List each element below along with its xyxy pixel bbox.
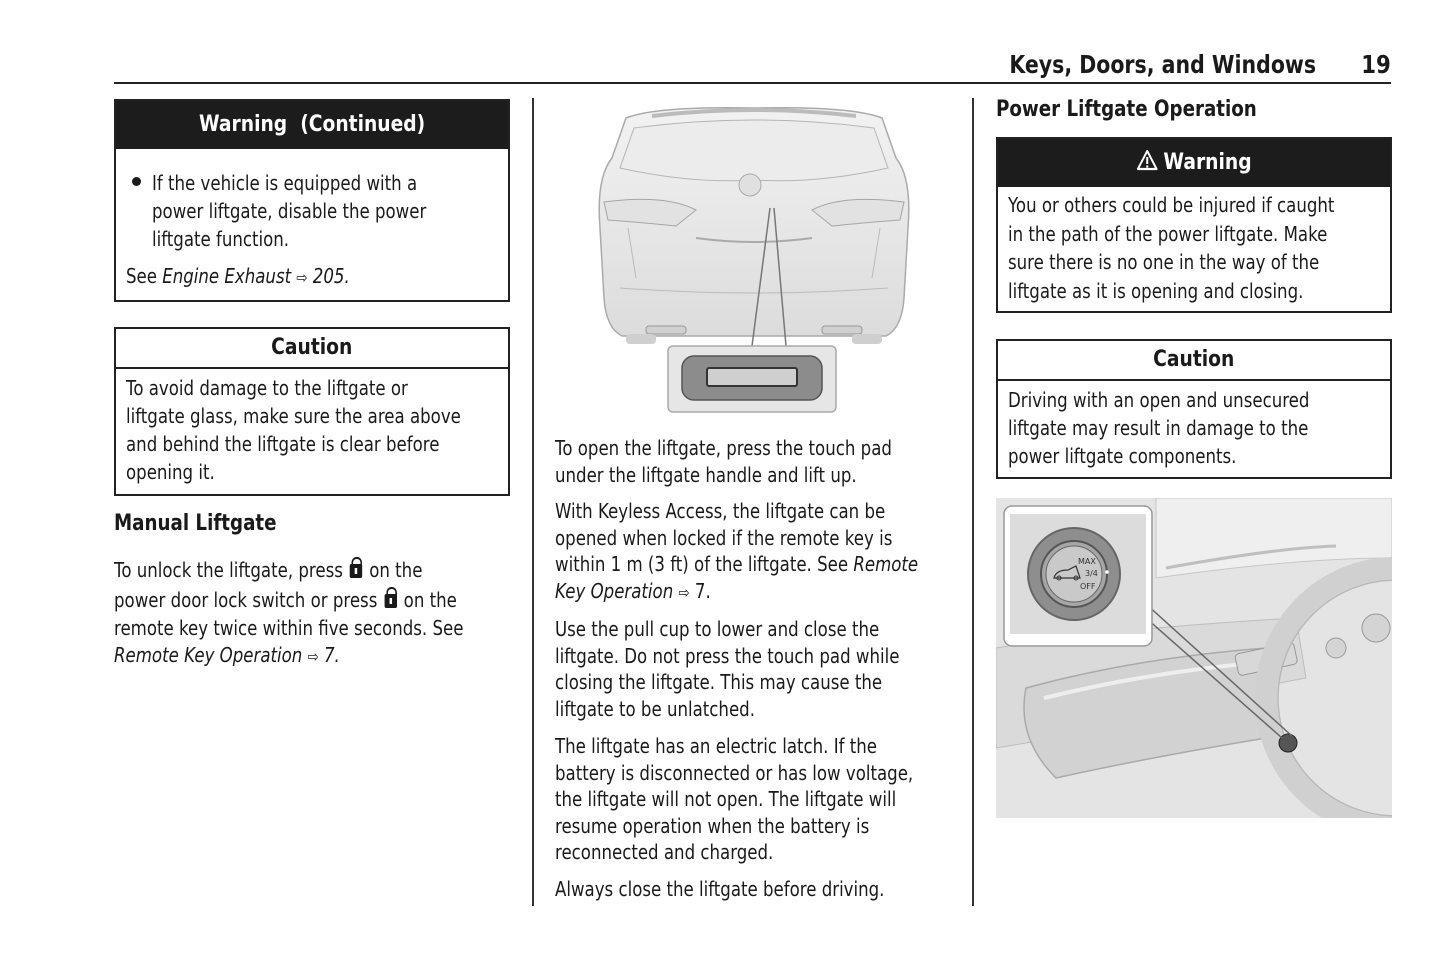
bullet-line: If the vehicle is equipped with a <box>152 171 418 195</box>
unlock-icon <box>350 564 362 578</box>
warning-line: sure there is no one in the way of the <box>1008 250 1320 274</box>
engine-exhaust-link[interactable]: Engine Exhaust <box>162 264 292 288</box>
text-line: Always close the liftgate before driving. <box>555 877 885 901</box>
knob-label-three-quarter: 3/4 <box>1085 569 1098 578</box>
knob-label-off: OFF <box>1080 582 1096 591</box>
warning-triangle-icon <box>1136 149 1158 171</box>
text: To unlock the liftgate, press <box>114 558 343 582</box>
caution-line: opening it. <box>126 460 215 484</box>
rear-liftgate-figure <box>556 98 952 416</box>
text-line: liftgate. Do not press the touch pad while <box>555 643 900 668</box>
warning-continued-title: Warning (Continued) <box>198 112 426 137</box>
text-line: the liftgate will not open. The liftgate will <box>555 787 897 811</box>
warning-line: You or others could be injured if caught <box>1008 193 1335 217</box>
text-line: battery is disconnected or has low voltage, <box>555 760 914 785</box>
text-line: With Keyless Access, the liftgate can be <box>555 499 886 523</box>
knob-label-max: MAX <box>1078 557 1096 566</box>
col2-paragraph-5 <box>555 876 952 903</box>
manual-liftgate-paragraph <box>114 555 535 670</box>
text-line: opened when locked if the remote key is <box>555 525 893 550</box>
caution-line: To avoid damage to the liftgate or <box>126 376 408 400</box>
unlock-icon <box>384 594 396 608</box>
page-ref-arrow-icon: ⇨ <box>678 582 690 602</box>
caution-line: liftgate glass, make sure the area above <box>126 404 461 428</box>
text: power door lock switch or press <box>114 588 378 612</box>
text: within 1 m (3 ft) of the liftgate. See <box>555 552 854 576</box>
caution-title: Caution <box>1153 347 1235 372</box>
text-line: resume operation when the battery is <box>555 813 870 838</box>
section-title: Keys, Doors, and Windows <box>1009 50 1316 79</box>
text-line: closing the liftgate. This may cause the <box>555 670 883 694</box>
see-prefix: See <box>126 264 163 288</box>
remote-key-page[interactable]: 7. <box>694 578 711 603</box>
caution-header <box>998 341 1390 381</box>
text-line: The liftgate has an electric latch. If the <box>555 734 878 758</box>
page-header <box>114 48 1391 84</box>
remote-key-operation-link[interactable]: Remote Key Operation <box>114 642 303 667</box>
warning-bullet <box>126 169 498 253</box>
caution-line: liftgate may result in damage to the <box>1008 416 1309 440</box>
warning-continued-box <box>114 99 510 302</box>
rear-vehicle-illustration <box>556 98 952 416</box>
text-line: Use the pull cup to lower and close the <box>555 617 880 641</box>
warning-line: liftgate as it is opening and closing. <box>1008 278 1304 303</box>
bullet-line: liftgate function. <box>152 227 290 251</box>
remote-key-page[interactable]: 7. <box>323 642 340 667</box>
page-ref-arrow-icon: ⇨ <box>307 646 319 666</box>
warning-title: Warning <box>1163 150 1252 175</box>
bullet-dot <box>132 177 141 186</box>
caution-line: Driving with an open and unsecured <box>1008 388 1310 412</box>
caution-box-2 <box>996 339 1392 479</box>
col2-paragraph-1 <box>555 435 961 488</box>
text-line: under the liftgate handle and lift up. <box>555 462 857 487</box>
col2-paragraph-4 <box>555 733 987 866</box>
text: on the <box>369 558 423 582</box>
page-ref-arrow-icon: ⇨ <box>296 268 308 287</box>
warning-box <box>996 137 1392 313</box>
warning-continued-header <box>116 101 508 149</box>
page-number: 19 <box>1361 50 1391 79</box>
caution-line: and behind the liftgate is clear before <box>126 432 440 456</box>
caution-title: Caution <box>271 335 353 360</box>
bullet-line: power liftgate, disable the power <box>152 199 427 223</box>
engine-exhaust-page[interactable]: 205. <box>312 264 350 288</box>
power-liftgate-heading: Power Liftgate Operation <box>996 97 1257 122</box>
text: on the <box>403 588 457 612</box>
door-panel-illustration <box>996 498 1392 818</box>
col2-paragraph-2 <box>555 498 993 606</box>
remote-key-operation-link[interactable]: Remote <box>853 552 919 576</box>
manual-line-4 <box>114 642 463 671</box>
manual-line-2 <box>114 585 463 615</box>
caution-box-1 <box>114 327 510 496</box>
text-line: liftgate to be unlatched. <box>555 696 755 721</box>
warning-header <box>998 139 1390 187</box>
column-divider-1 <box>532 98 534 906</box>
col2-paragraph-3 <box>555 616 970 722</box>
caution-line: power liftgate components. <box>1008 444 1237 468</box>
warning-title-group <box>1136 139 1251 187</box>
manual-line-3: remote key twice within five seconds. See <box>114 616 464 640</box>
text-line <box>555 578 918 607</box>
text-line: To open the liftgate, press the touch pad <box>555 436 892 460</box>
manual-liftgate-heading: Manual Liftgate <box>114 511 277 536</box>
remote-key-operation-link[interactable]: Key Operation <box>555 578 674 603</box>
warning-line: in the path of the power liftgate. Make <box>1008 221 1328 246</box>
text-line: reconnected and charged. <box>555 840 774 864</box>
text-line <box>555 551 918 578</box>
see-reference <box>126 263 435 292</box>
manual-line-1 <box>114 555 463 585</box>
caution-header <box>116 329 508 369</box>
power-liftgate-switch-figure <box>996 498 1392 818</box>
